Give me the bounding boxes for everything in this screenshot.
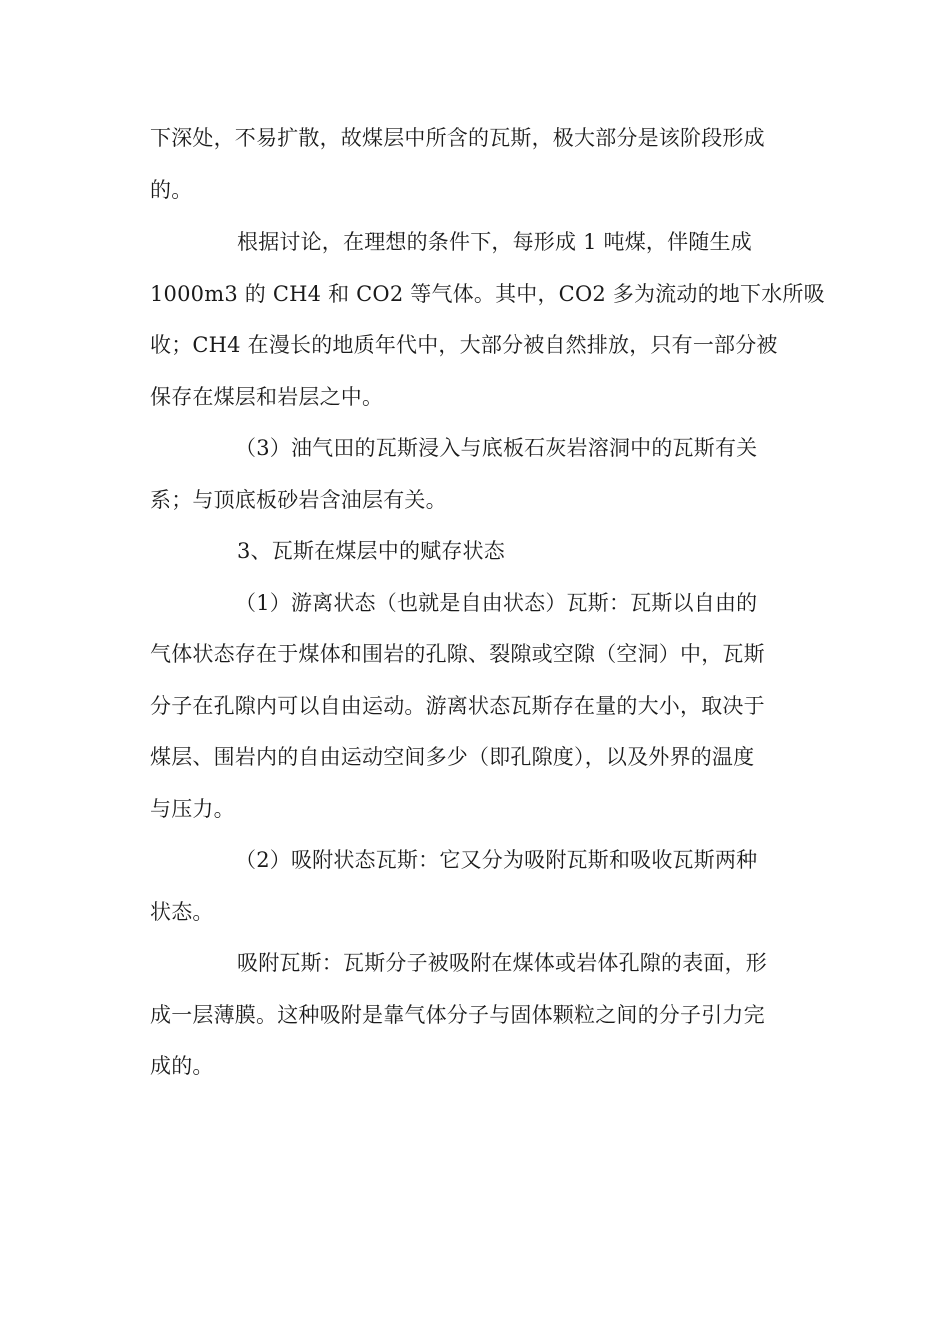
- text-line: 的。: [150, 178, 193, 202]
- section-heading: 3、瓦斯在煤层中的赋存状态: [237, 539, 505, 563]
- text-line: 成的。: [150, 1054, 214, 1078]
- text-line: 保存在煤层和岩层之中。: [150, 385, 384, 409]
- text-line: 状态。: [150, 900, 214, 924]
- text-line: 收；CH4 在漫长的地质年代中，大部分被自然排放，只有一部分被: [150, 333, 778, 357]
- text-line: 煤层、围岩内的自由运动空间多少（即孔隙度），以及外界的温度: [150, 745, 755, 769]
- paragraph-first-line: 吸附瓦斯：瓦斯分子被吸附在煤体或岩体孔隙的表面，形: [237, 951, 767, 975]
- text-line: 成一层薄膜。这种吸附是靠气体分子与固体颗粒之间的分子引力完: [150, 1003, 765, 1027]
- paragraph-first-line: 根据讨论，在理想的条件下，每形成 1 吨煤，伴随生成: [237, 230, 752, 254]
- paragraph-first-line: （1）游离状态（也就是自由状态）瓦斯：瓦斯以自由的: [235, 591, 758, 615]
- text-line: 系；与顶底板砂岩含油层有关。: [150, 488, 447, 512]
- text-line: 与压力。: [150, 797, 235, 821]
- paragraph-first-line: （3）油气田的瓦斯浸入与底板石灰岩溶洞中的瓦斯有关: [235, 436, 758, 460]
- paragraph-first-line: （2）吸附状态瓦斯：它又分为吸附瓦斯和吸收瓦斯两种: [235, 848, 758, 872]
- text-line: 下深处，不易扩散，故煤层中所含的瓦斯，极大部分是该阶段形成: [150, 126, 765, 150]
- text-line: 分子在孔隙内可以自由运动。游离状态瓦斯存在量的大小，取决于: [150, 694, 765, 718]
- text-line: 气体状态存在于煤体和围岩的孔隙、裂隙或空隙（空洞）中，瓦斯: [150, 642, 765, 666]
- text-line: 1000m3 的 CH4 和 CO2 等气体。其中，CO2 多为流动的地下水所吸: [150, 282, 825, 306]
